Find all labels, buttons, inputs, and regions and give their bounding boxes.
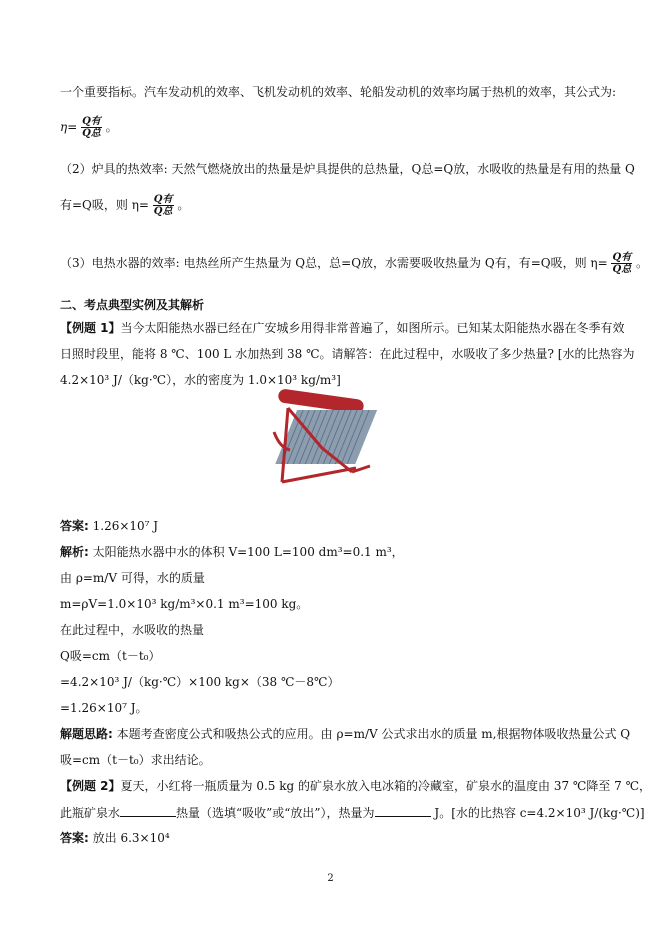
analysis-line5 [60, 648, 160, 664]
solution-idea-text2: 吸=cm（t－t₀）求出结论。 [60, 753, 211, 767]
analysis-text2: 由 ρ=m/V 可得，水的质量 [60, 571, 205, 585]
example1-line1 [60, 320, 625, 336]
example1-label: 【例题 1】 [60, 321, 121, 335]
answer2-value: 放出 6.3×10⁴ [92, 831, 170, 845]
analysis-text3: m=ρV=1.0×10³ kg/m³×0.1 m³=100 kg。 [60, 597, 309, 611]
answer-blank-1 [120, 804, 176, 817]
intro-text: 一个重要指标。汽车发动机的效率、飞机发动机的效率、轮船发动机的效率均属于热机的效率，其公式为: [60, 85, 617, 99]
example1-text1: 当今太阳能热水器已经在广安城乡用得非常普遍了，如图所示。已知某太阳能热水器在冬季有效 [120, 321, 625, 335]
example2-text1: 夏天，小红将一瓶质量为 0.5 kg 的矿泉水放入电冰箱的冷藏室，矿泉水的温度由 37 ℃降至 7 ℃， [120, 779, 652, 793]
intro-line [60, 84, 616, 100]
period: 。 [105, 120, 118, 134]
efficiency-fraction [81, 116, 102, 139]
stove-formula-text: 有=Q吸，则 η= [60, 198, 149, 212]
section-title: 二、考点典型实例及其解析 [60, 298, 205, 312]
example1-text2: 日照时段里，能将 8 ℃、100 L 水加热到 38 ℃。请解答：在此过程中，水吸收了多少热量? [水的比热容为 [60, 347, 635, 361]
fraction-numerator: Q有 [153, 194, 173, 205]
solution-idea-line1 [60, 726, 630, 742]
stove-efficiency-line [60, 161, 635, 177]
fraction-numerator: Q有 [612, 252, 632, 263]
heater-fraction [611, 252, 632, 275]
analysis-line3 [60, 596, 308, 612]
analysis-text4: 在此过程中，水吸收的热量 [60, 623, 205, 637]
answer2-line [60, 830, 170, 846]
answer2-label: 答案: [60, 831, 89, 845]
period: 。 [177, 198, 190, 212]
analysis-text6: =4.2×10³ J/（kg·℃）×100 kg×（38 ℃－8℃） [60, 675, 340, 689]
analysis-line7 [60, 700, 148, 716]
fraction-denominator: Q总 [82, 128, 101, 139]
stove-text: （2）炉具的热效率: 天然气燃烧放出的热量是炉具提供的总热量，Q总=Q放，水吸收的热量是有用的热量 Q [60, 162, 635, 176]
solution-idea-label: 解题思路: [60, 727, 113, 741]
analysis-line1 [60, 544, 404, 560]
heater-text: （3）电热水器的效率: 电热丝所产生热量为 Q总，总=Q放，水需要吸收热量为 Q有，有=Q吸，则 η= [60, 256, 608, 270]
analysis-line2 [60, 570, 205, 586]
example1-text3: 4.2×10³ J/（kg·℃），水的密度为 1.0×10³ kg/m³] [60, 373, 341, 387]
eta-symbol: η= [60, 120, 78, 134]
period: 。 [636, 256, 649, 270]
example2-text2b: 热量（选填“吸收”或“放出”），热量为 [176, 806, 375, 820]
answer1-label: 答案: [60, 519, 89, 533]
analysis-label: 解析: [60, 545, 89, 559]
solution-idea-text1: 本题考查密度公式和吸热公式的应用。由 ρ=m/V 公式求出水的质量 m,根据物体吸收热量公式 Q [116, 727, 631, 741]
page-number: 2 [327, 873, 334, 884]
fraction-numerator: Q有 [82, 116, 101, 127]
formula-line [60, 116, 118, 139]
section-heading [60, 297, 204, 313]
example1-line2 [60, 346, 634, 362]
example1-line3 [60, 372, 341, 388]
example2-line1 [60, 778, 651, 794]
solar-water-heater-image [260, 388, 390, 500]
example2-text2c: J。[水的比热容 c=4.2×10³ J/(kg·℃)] [434, 806, 645, 820]
analysis-text7: =1.26×10⁷ J。 [60, 701, 148, 715]
example2-label: 【例题 2】 [60, 779, 121, 793]
stove-formula-line [60, 194, 189, 217]
analysis-text5: Q吸=cm（t－t₀） [60, 649, 161, 663]
analysis-line4 [60, 622, 204, 638]
fraction-denominator: Q总 [612, 264, 632, 275]
example2-line2 [60, 804, 645, 821]
stove-fraction [153, 194, 174, 217]
solution-idea-line2 [60, 752, 211, 768]
fraction-denominator: Q总 [153, 206, 173, 217]
answer1-line [60, 518, 158, 534]
answer1-value: 1.26×10⁷ J [92, 519, 159, 533]
heater-efficiency-line [60, 252, 648, 275]
example2-text2a: 此瓶矿泉水 [60, 806, 121, 820]
analysis-text1: 太阳能热水器中水的体积 V=100 L=100 dm³=0.1 m³， [92, 545, 404, 559]
analysis-line6 [60, 674, 339, 690]
answer-blank-2 [375, 804, 431, 817]
